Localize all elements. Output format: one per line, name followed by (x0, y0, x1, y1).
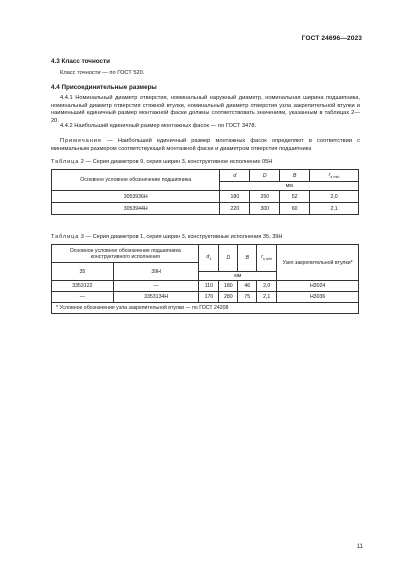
table-3 (51, 244, 359, 314)
table-3-header-39h: 39Н (113, 263, 199, 281)
table-row: 3053936Н 180 250 52 2,0 (52, 191, 359, 203)
section-4-3-text: Класс точности — по ГОСТ 520. (60, 70, 145, 76)
table-3-header-D: D (219, 245, 238, 272)
table-3-footnote: * Условное обозначение узла закрепительной втулки — по ГОСТ 24208 (52, 303, 359, 314)
table-2-header-B: B (280, 170, 310, 182)
table-row: 3353122 — 110 180 46 2,0 Н3024 (52, 281, 359, 292)
table-3-header-B: B (238, 245, 257, 272)
page-number: 11 (356, 544, 363, 550)
table-3-caption-text: 3 — Серия диаметров 1, серия ширин 3, конструктивные исполнения 35, 39Н (79, 234, 283, 240)
table-row: 3053944Н 220 300 60 2,1 (52, 203, 359, 215)
note (51, 138, 360, 153)
table-2 (51, 169, 359, 215)
paragraph-4-4-1: 4.4.1 Номинальный диаметр отверстия, номинальный наружный диаметр, номинальная ширина подшипника, номинальный диаметр отверстия стяжной втулки, номинальный диаметр отверстия узла закрепительной втулки и наименьший единичный размер монтажной фаски должны соответствовать значениям, указанным в таблицах 2—20. (51, 95, 360, 124)
standard-number: ГОСТ 24696—2023 (301, 35, 362, 42)
table-3-header-d1: $d_1$ (199, 245, 219, 272)
table-row: — 3353134Н 170 280 75 2,1 Н3036 (52, 292, 359, 303)
table-3-caption-label: Таблица (51, 234, 80, 240)
paragraph-4-4-2: 4.4.2 Наибольший единичный размер монтажных фасок — по ГОСТ 3478. (60, 123, 257, 129)
table-2-caption (51, 159, 272, 165)
table-3-header-unit: Узел закрепительной втулки* (277, 245, 359, 281)
section-4-4-title: 4.4 Присоединительные размеры (51, 84, 157, 91)
table-2-units: мм (220, 182, 359, 191)
table-2-header-D: D (250, 170, 280, 182)
table-2-caption-label: Таблица (51, 159, 80, 165)
table-2-header-r: $r_{s min}$ (310, 170, 359, 182)
table-2-caption-text: 2 — Серия диаметров 9, серия ширин 3, конструктивное исполнение 05Н (79, 159, 273, 165)
note-text: — Наибольший единичный размер монтажных фасок определяют в соответствии с минимальным размером соответствующей монтажной фаски и диаметром отверстия подшипника (51, 138, 360, 152)
table-3-header-designation: Основное условное обозначение подшипника конструктивного исполнения (52, 245, 199, 263)
table-3-header-35: 35 (52, 263, 114, 281)
table-3-caption (51, 234, 282, 240)
table-3-header-r: $r_{s min}$ (257, 245, 277, 272)
table-3-units: мм (199, 272, 277, 281)
table-2-header-designation: Основное условное обозначение подшипника (52, 170, 220, 191)
note-label: Примечание (60, 138, 102, 144)
table-2-header-d: d (220, 170, 250, 182)
section-4-3-title: 4.3 Класс точности (51, 58, 110, 65)
